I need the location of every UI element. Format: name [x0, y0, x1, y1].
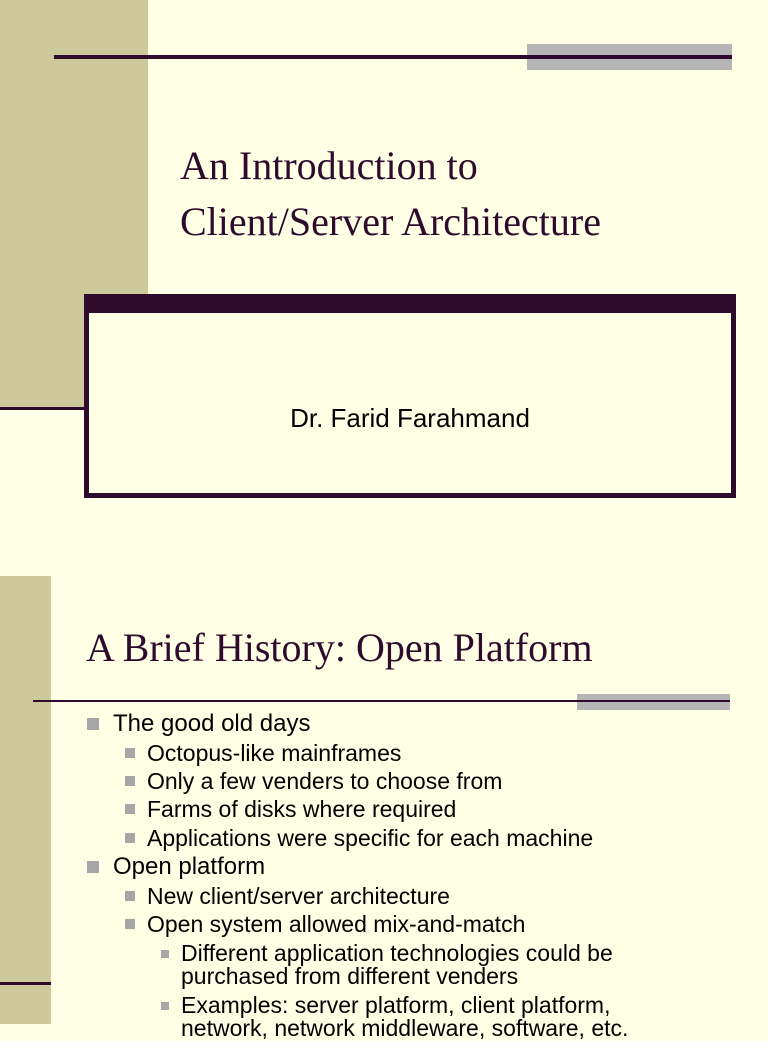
list-item: Farms of disks where required [147, 795, 456, 823]
list-item: Octopus-like mainframes [147, 739, 401, 767]
title-accent-bar [577, 694, 730, 710]
bullet-square-icon [125, 919, 135, 929]
list-item: The good old days [113, 710, 310, 738]
title-line-1: An Introduction to [180, 143, 478, 188]
bullet-square-icon [87, 861, 99, 873]
bullet-square-icon [125, 833, 135, 843]
list-item: Applications were specific for each machine [147, 824, 593, 852]
top-accent-rule [527, 55, 732, 59]
bullet-square-icon [125, 804, 135, 814]
subtitle-box [84, 294, 736, 498]
bullet-square-icon [161, 1002, 169, 1010]
bullet-square-icon [161, 950, 169, 958]
side-band [0, 576, 51, 1024]
slide-gap [0, 528, 768, 576]
list-item: Only a few venders to choose from [147, 767, 502, 795]
bullet-square-icon [125, 891, 135, 901]
list-item: New client/server architecture [147, 882, 450, 910]
bullet-square-icon [125, 776, 135, 786]
title-line-2: Client/Server Architecture [180, 199, 601, 244]
list-item: Open platform [113, 853, 265, 881]
slide-title: A Brief History: Open Platform [86, 625, 593, 670]
bullet-square-icon [87, 718, 99, 730]
list-item: Examples: server platform, client platform, network, network middleware, software, etc. [181, 994, 661, 1040]
slide-title [180, 138, 750, 250]
side-connector-line [0, 407, 86, 410]
list-item: Different application technologies could be purchased from different venders [181, 942, 651, 988]
author-name: Dr. Farid Farahmand [290, 403, 530, 433]
bullet-square-icon [125, 748, 135, 758]
list-item: Open system allowed mix-and-match [147, 910, 525, 938]
title-accent-rule [577, 700, 730, 702]
side-connector-line [0, 982, 51, 985]
